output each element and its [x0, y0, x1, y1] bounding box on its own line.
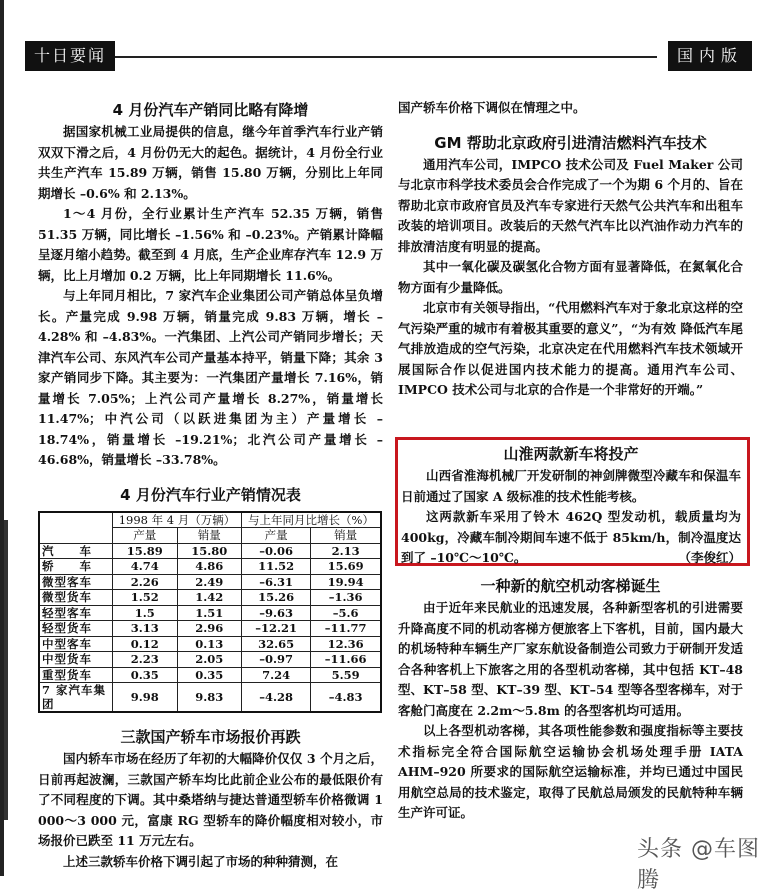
watermark: 头条 @车图腾: [637, 837, 760, 893]
cell: 2.13: [311, 543, 381, 559]
cell: –1.36: [311, 590, 381, 606]
paragraph-text: 这两款新车采用了铃木 462Q 型发动机，载质量均为 400kg，冷藏车制冷期间车速不低于 85km/h，制冷温度达到了 –10℃～10℃。: [401, 509, 741, 565]
cell: 2.23: [113, 652, 178, 668]
cell: 1.5: [113, 605, 178, 621]
cell: 4.86: [177, 559, 242, 575]
table-row: [39, 605, 381, 621]
cell: 15.89: [113, 543, 178, 559]
table-row: [39, 543, 381, 559]
article-title: 山淮两款新车将投产: [503, 445, 639, 463]
cell: 1.51: [177, 605, 242, 621]
paragraph: 以上各型机动客梯，其各项性能参数和强度指标等主要技术指标完全符合国际航空运输协会机场处理手册 IATA AHM–920 所要求的国际航空运输标准，并均已通过中国民用航空总局的技术鉴定，取得了民航总局颁发的民航特种车辆生产许可证。: [398, 723, 743, 820]
section-header: [25, 41, 752, 71]
row-label: 微型货车: [39, 590, 113, 606]
right-column-lower: [398, 574, 743, 824]
table-row: [39, 652, 381, 668]
row-label: 中型客车: [39, 636, 113, 652]
cell: 0.35: [177, 667, 242, 683]
row-label: 汽 车: [39, 543, 113, 559]
paragraph: 通用汽车公司，IMPCO 技术公司及 Fuel Maker 公司与北京市科学技术委员会合作完成了一个为期 6 个月的、旨在帮助北京市政府官员及汽车专家进行天然气公共汽车和出租车改装的培训项目。改装后的天然气汽车比以汽油作动力汽车的排放清洁度有明显的提高。: [398, 156, 743, 254]
corner-cell: [39, 512, 113, 544]
article-sedan-price: [38, 725, 383, 872]
cell: –4.83: [311, 683, 381, 713]
cell: 2.26: [113, 574, 178, 590]
cell: 15.80: [177, 543, 242, 559]
cell: 3.13: [113, 621, 178, 637]
paragraph: 北京市有关领导指出，“代用燃料汽车对于象北京这样的空气污染严重的城市有着极其重要的意义”，“为有效 降低汽车尾气排放造成的空气污染，北京决定在代用燃料汽车技术领域开展国际合作以促进国内技术能力的提高。通用汽车公司、IMPCO 技术公司与北京的合作是一个非常好的开端。”: [398, 300, 743, 397]
cell: 4.74: [113, 559, 178, 575]
article-stairs: [398, 574, 743, 824]
section-tag-right: 国内版: [668, 41, 752, 71]
page-binding-shadow: [4, 520, 8, 820]
cell: 1.52: [113, 590, 178, 606]
row-label: 重型货车: [39, 667, 113, 683]
table-row: [39, 590, 381, 606]
continued-paragraph: 国产轿车价格下调似在情理之中。: [398, 100, 586, 115]
cell: 7.24: [242, 667, 311, 683]
cell: 32.65: [242, 636, 311, 652]
paragraph: [401, 507, 741, 569]
cell: 1.42: [177, 590, 242, 606]
table-title: 4 月份汽车行业产销情况表: [120, 485, 301, 504]
cell: 15.26: [242, 590, 311, 606]
cell: –11.66: [311, 652, 381, 668]
header-rule: [105, 56, 657, 58]
paragraph: 国内轿车市场在经历了年初的大幅降价仅仅 3 个月之后，日前再起波澜，三款国产轿车均比此前企业公布的最低限价有了不同程度的下调。其中桑塔纳与捷达普通型轿车价格微调 1 000～3 000 元，富康 RG 型轿车的降价幅度相对较小，市场报价已跌至 11 万元左右。: [38, 751, 383, 848]
section-tag-left: 十日要闻: [25, 41, 115, 71]
cell: 5.59: [311, 667, 381, 683]
cell: 0.13: [177, 636, 242, 652]
cell: 2.96: [177, 621, 242, 637]
cell: 11.52: [242, 559, 311, 575]
paragraph: 上述三款轿车价格下调引起了市场的种种猜测，在: [63, 853, 339, 869]
cell: 15.69: [311, 559, 381, 575]
table-row: [39, 636, 381, 652]
table-row: [39, 621, 381, 637]
article-gm: [398, 131, 743, 401]
article-title: 4 月份汽车产销同比略有降增: [112, 101, 309, 119]
table-row: [39, 667, 381, 683]
row-label: 轻型货车: [39, 621, 113, 637]
table-row: [39, 574, 381, 590]
cell: –11.77: [311, 621, 381, 637]
paragraph: 山西省淮海机械厂开发研制的神剑牌微型冷藏车和保温车日前通过了国家 A 级标准的技术性能考核。: [401, 468, 741, 504]
row-label: 轻型客车: [39, 605, 113, 621]
author-byline: （李俊红）: [678, 550, 741, 565]
sub-header: 产量: [242, 528, 311, 544]
row-label: 中型货车: [39, 652, 113, 668]
table-row: [39, 559, 381, 575]
paragraph: 与上年同月相比，7 家汽车企业集团公司产销总体呈负增长。产量完成 9.98 万辆，销量完成 9.83 万辆，增长 –4.28% 和 –4.83%。一汽集团、上汽公司产销同步增长；天津汽车公司、东风汽车公司产量基本持平，销量下降；其余 3 家产销同步下降。其主要为：一汽集团产量增长 7.16%，销量增长 7.05%；上汽公司产量增长 8.27%，销量增长 11.47%；中汽公司（以跃进集团为主）产量增长 –18.74%，销量增长 –19.21%；北汽公司产量增长 –46.68%，销量增长 –33.78%。: [38, 288, 383, 467]
row-label: 7 家汽车集团: [39, 683, 113, 713]
sales-table: [38, 511, 382, 714]
cell: –6.31: [242, 574, 311, 590]
group-header: 1998 年 4 月（万辆）: [113, 512, 242, 528]
cell: –0.97: [242, 652, 311, 668]
cell: 0.35: [113, 667, 178, 683]
sub-header: 产量: [113, 528, 178, 544]
cell: 9.98: [113, 683, 178, 713]
article-sales: [38, 98, 383, 471]
cell: 0.12: [113, 636, 178, 652]
cell: 19.94: [311, 574, 381, 590]
right-column: [398, 98, 743, 401]
sub-header: 销量: [311, 528, 381, 544]
article-title: 一种新的航空机动客梯诞生: [480, 577, 661, 595]
table-header-row: [39, 512, 381, 528]
cell: –4.28: [242, 683, 311, 713]
cell: –12.21: [242, 621, 311, 637]
cell: 2.49: [177, 574, 242, 590]
paragraph: 其中一氧化碳及碳氢化合物方面有显著降低，在氮氧化合物方面有少量降低。: [398, 259, 743, 295]
paragraph: 1～4 月份，全行业累计生产汽车 52.35 万辆，销售 51.35 万辆，同比增长 –1.56% 和 –0.23%。产销累计降幅呈逐月缩小趋势。截至到 4 月底，生产企业库存汽车 12.9 万辆，比上月增加 0.2 万辆，比上年同期增长 11.6%。: [38, 206, 383, 283]
paragraph: 据国家机械工业局提供的信息，继今年首季汽车行业产销双双下滑之后，4 月份仍无大的起色。据统计，4 月份全行业共生产汽车 15.89 万辆，销售 15.80 万辆，分别比上年同期增长 –0.6% 和 2.13%。: [38, 124, 383, 201]
sales-table-section: [38, 483, 383, 714]
cell: –5.6: [311, 605, 381, 621]
row-label: 轿 车: [39, 559, 113, 575]
cell: 2.05: [177, 652, 242, 668]
cell: 9.83: [177, 683, 242, 713]
group-header: 与上年同月比增长（%）: [242, 512, 382, 528]
article-title: GM 帮助北京政府引进清洁燃料汽车技术: [434, 133, 707, 152]
cell: –0.06: [242, 543, 311, 559]
cell: 12.36: [311, 636, 381, 652]
table-row: [39, 683, 381, 713]
paragraph: 由于近年来民航业的迅速发展，各种新型客机的引进需要升降高度不同的机动客梯方便旅客上下客机，目前，国内最大的机场特种车辆生产厂家东航设备制造公司致力于研制开发适合各种客机上下旅客之用的各型机动客梯，其中包括 KT–48 型、KT–58 型、KT–39 型、KT–54 型等各型客梯车，对于客舱门高度在 2.2m～5.8m 的各型客机均可适用。: [398, 600, 743, 718]
article-title: 三款国产轿车市场报价再跌: [120, 728, 301, 746]
row-label: 微型客车: [39, 574, 113, 590]
cell: –9.63: [242, 605, 311, 621]
sub-header: 销量: [177, 528, 242, 544]
highlighted-article-shanhuai: [395, 437, 750, 566]
left-column: [38, 98, 383, 872]
